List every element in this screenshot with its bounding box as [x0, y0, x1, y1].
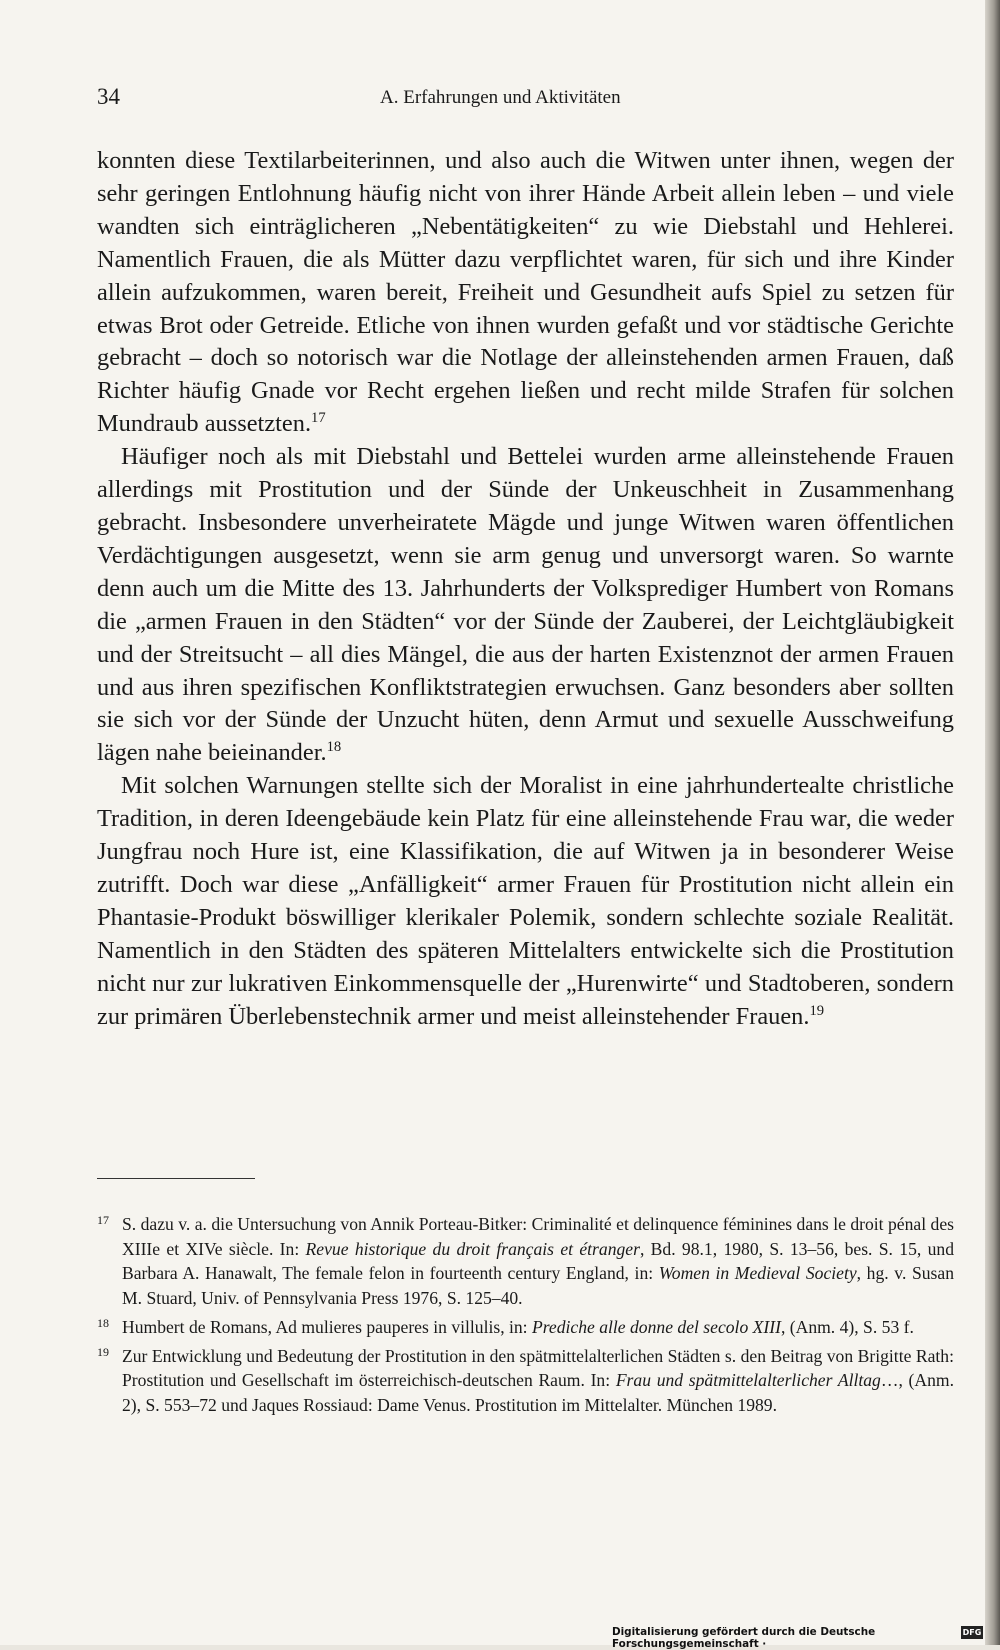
footnote-17 [97, 1212, 954, 1311]
footnote-divider [97, 1178, 255, 1179]
digitization-notice: Digitalisierung gefördert durch die Deutsche Forschungsgemeinschaft · [612, 1626, 876, 1650]
footnote-text: Humbert de Romans, Ad mulieres pauperes in villulis, in: Prediche alle donne del secolo XIII, (Anm. 4), S. 53 f. [122, 1316, 914, 1337]
footnote-number: 18 [97, 1315, 109, 1330]
page-number: 34 [97, 84, 120, 109]
footnote-18 [97, 1315, 954, 1340]
body-text [97, 145, 954, 1033]
footnote-text: S. dazu v. a. die Untersuchung von Annik Porteau-Bitker: Criminalité et delinquence féminines dans le droit pénal des XIIIe et XIVe siècle. In: Revue historique du droit français et étranger, Bd. 98.1, 1980, S. 13–56, bes. S. 15, und Barbara A. Hanawalt, The female felon in fourteenth century England, in: Women in Medieval Society, hg. v. Susan M. Stuard, Univ. of Pennsylvania Press 1976, S. 125–40. [122, 1214, 954, 1309]
page-header [97, 84, 947, 118]
book-spine-edge [985, 0, 1000, 1645]
footnote-ref-17[interactable]: 17 [311, 410, 326, 427]
footnote-ref-19[interactable]: 19 [809, 1002, 825, 1019]
footnote-ref-18[interactable]: 18 [326, 739, 342, 756]
paragraph-3: Mit solchen Warnungen stellte sich der Moralist in eine jahrhundertealte christliche Tradition, in deren Ideengebäude kein Platz für eine alleinstehende Frau war, die weder Jungfrau noch Hure ist, eine Klassifikation, die auf Witwen ja in besonderer Weise zutrifft. Doch war diese „Anfälligkeit“ armer Frauen für Prostitution nicht allein ein Phantasie-Produkt böswilliger klerikaler Polemik, sondern schlechte soziale Realität. Namentlich in den Städten des späteren Mittelalters entwickelte sich die Prostitution nicht nur zur lukrativen Einkommensquelle der „Hurenwirte“ und Stadtoberen, sondern zur primären Überlebenstechnik armer und meist alleinstehender Frauen.$^{19}$ [97, 772, 954, 1030]
footnote-text: Zur Entwicklung und Bedeutung der Prostitution in den spätmittelalterlichen Städten s. den Beitrag von Brigitte Rath: Prostitution und Gesellschaft im österreichisch-deutschen Raum. In: Frau und spätmittelalterlicher Alltag…, (Anm. 2), S. 553–72 und Jaques Rossiaud: Dame Venus. Prostitution im Mittelalter. München 1989. [122, 1345, 954, 1415]
footnote-number: 19 [97, 1344, 109, 1359]
footnote-19 [97, 1344, 954, 1418]
footnote-number: 17 [97, 1213, 109, 1227]
dfg-logo-icon: DFG [962, 1628, 982, 1637]
footnotes [97, 1212, 954, 1422]
running-head: A. Erfahrungen und Aktivitäten [380, 87, 621, 108]
paragraph-2: Häufiger noch als mit Diebstahl und Bettelei wurden arme alleinstehende Frauen allerdings mit Prostitution und der Sünde der Unkeuschheit in Zusammenhang gebracht. Insbesondere unverheiratete Mägde und junge Witwen waren öffentlichen Verdächtigungen ausgesetzt, wenn sie arm genug und unversorgt waren. So warnte denn auch um die Mitte des 13. Jahrhunderts der Volksprediger Humbert von Romans die „armen Frauen in den Städten“ vor der Sünde der Zauberei, der Leichtgläubigkeit und der Streitsucht – all dies Mängel, die aus der harten Existenznot der armen Frauen und aus ihren spezifischen Konfliktstrategien erwuchsen. Ganz besonders aber sollten sie sich vor der Sünde der Unzucht hüten, denn Armut und sexuelle Ausschweifung lägen nahe beieinander.$^{18}$ [97, 443, 954, 767]
paragraph-1: konnten diese Textilarbeiterinnen, und also auch die Witwen unter ihnen, wegen der sehr geringen Entlohnung häufig nicht von ihrer Hände Arbeit allein leben – und viele wandten sich einträglicheren „Nebentätigkeiten“ zu wie Diebstahl und Hehlerei. Namentlich Frauen, die als Mütter dazu verpflichtet waren, für sich und ihre Kinder allein aufzukommen, waren bereit, Freiheit und Gesundheit aufs Spiel zu setzen für etwas Brot oder Getreide. Etliche von ihnen wurden gefaßt und vor städtische Gerichte gebracht – doch so notorisch war die Notlage der alleinstehenden armen Frauen, daß Richter häufig Gnade vor Recht ergehen ließen und recht milde Strafen für solchen Mundraub aussetzten.$^{17}$ [97, 147, 954, 438]
